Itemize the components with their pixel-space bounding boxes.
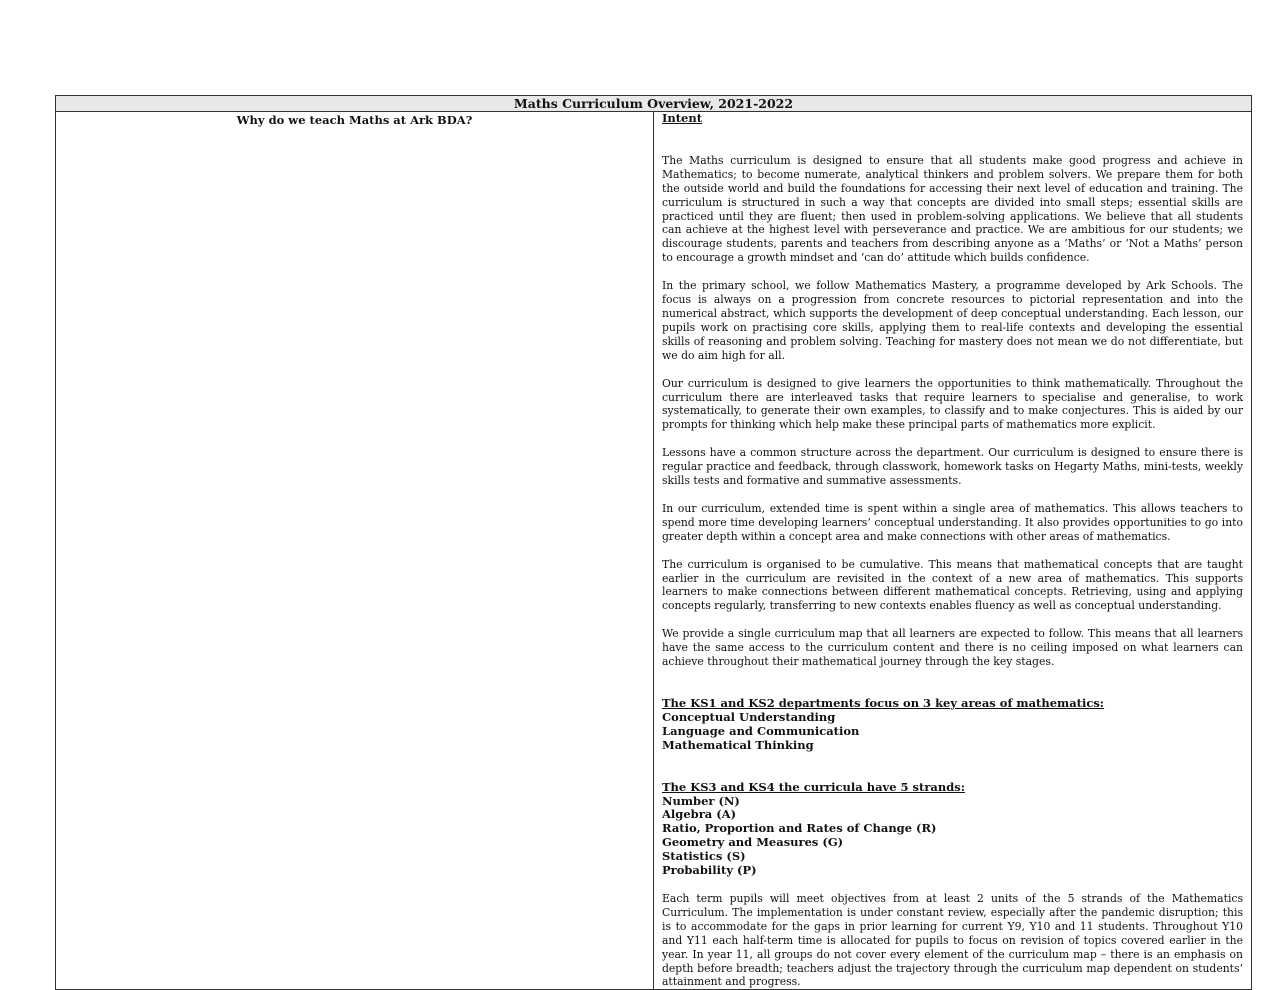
curriculum-table: [55, 95, 1252, 990]
ks12-item: Language and Communication: [662, 723, 860, 738]
paragraph-6: The curriculum is organised to be cumulative. This means that mathematical concepts that are taught earlier in the curriculum are revisited in the context of a new area of mathematics. This supports learners to make connections between different mathematical concepts. Retrieving, using and applying concepts regularly, transferring to new contexts enables fluency as well as conceptual understanding.: [662, 557, 1243, 613]
ks34-item: Probability (P): [662, 863, 757, 878]
ks34-heading: The KS3 and KS4 the curricula have 5 strands:: [662, 779, 965, 794]
ks12-heading: The KS1 and KS2 departments focus on 3 key areas of mathematics:: [662, 696, 1105, 710]
ks34-item: Algebra (A): [662, 807, 737, 822]
ks12-item: Conceptual Understanding: [662, 709, 836, 724]
ks34-item: Ratio, Proportion and Rates of Change (R): [662, 821, 937, 836]
paragraph-1: The Maths curriculum is designed to ensure that all students make good progress and achieve in Mathematics; to become numerate, analytical thinkers and problem solvers. We prepare them for both the outside world and build the foundations for accessing their next level of education and training. The curriculum is structured in such a way that concepts are divided into small steps; essential skills are practiced until they are fluent; then used in problem-solving applications. We believe that all students can achieve at the highest level with perseverance and practice. We are ambitious for our students; we discourage students, parents and teachers from describing anyone as a ‘Maths’ or ‘Not a Maths’ person to encourage a growth mindset and ‘can do’ attitude which builds confidence.: [662, 153, 1243, 265]
paragraph-2: In the primary school, we follow Mathematics Mastery, a programme developed by Ark Schools. The focus is always on a progression from concrete resources to pictorial representation and into the numerical abstract, which supports the development of deep conceptual understanding. Each lesson, our pupils work on practising core skills, applying them to real-life contexts and developing the essential skills of reasoning and problem solving. Teaching for mastery does not mean we do not differentiate, but we do aim high for all.: [662, 279, 1243, 362]
ks12-item: Mathematical Thinking: [662, 737, 814, 752]
paragraph-7: We provide a single curriculum map that all learners are expected to follow. This means that all learners have the same access to the curriculum content and there is no ceiling imposed on what learners can achieve throughout their mathematical journey through the key stages.: [662, 627, 1243, 669]
closing-paragraph: Each term pupils will meet objectives from at least 2 units of the 5 strands of the Mathematics Curriculum. The implementation is under constant review, especially after the pandemic disruption; this is to accommodate for the gaps in prior learning for current Y9, Y10 and 11 students. Throughout Y10 and Y11 each half-term time is allocated for pupils to focus on revision of topics covered earlier in the year. In year 11, all groups do not cover every element of the curriculum map – there is an emphasis on depth before breadth; teachers adjust the trajectory through the curriculum map dependent on students’ attainment and progress.: [662, 891, 1243, 989]
ks34-item: Statistics (S): [662, 849, 746, 864]
ks34-item: Geometry and Measures (G): [662, 835, 844, 850]
paragraph-3: Our curriculum is designed to give learners the opportunities to think mathematically. Throughout the curriculum there are interleaved tasks that require learners to specialise and generalise, to work systematically, to generate their own examples, to classify and to make conjectures. This is aided by our prompts for thinking which help make these principal parts of mathematics more explicit.: [662, 376, 1243, 432]
paragraph-5: In our curriculum, extended time is spent within a single area of mathematics. This allows teachers to spend more time developing learners’ conceptual understanding. It also provides opportunities to go into greater depth within a concept area and make connections with other areas of mathematics.: [662, 501, 1243, 543]
intent-cell: [654, 112, 1252, 990]
left-heading: Why do we teach Maths at Ark BDA?: [56, 112, 654, 990]
title-row: [56, 96, 1252, 112]
intent-heading: Intent: [662, 111, 703, 125]
content-row: [56, 112, 1252, 990]
ks34-item: Number (N): [662, 793, 740, 808]
page-title: Maths Curriculum Overview, 2021-2022: [56, 96, 1252, 112]
paragraph-4: Lessons have a common structure across the department. Our curriculum is designed to ensure there is regular practice and feedback, through classwork, homework tasks on Hegarty Maths, mini-tests, weekly skills tests and formative and summative assessments.: [662, 446, 1243, 488]
